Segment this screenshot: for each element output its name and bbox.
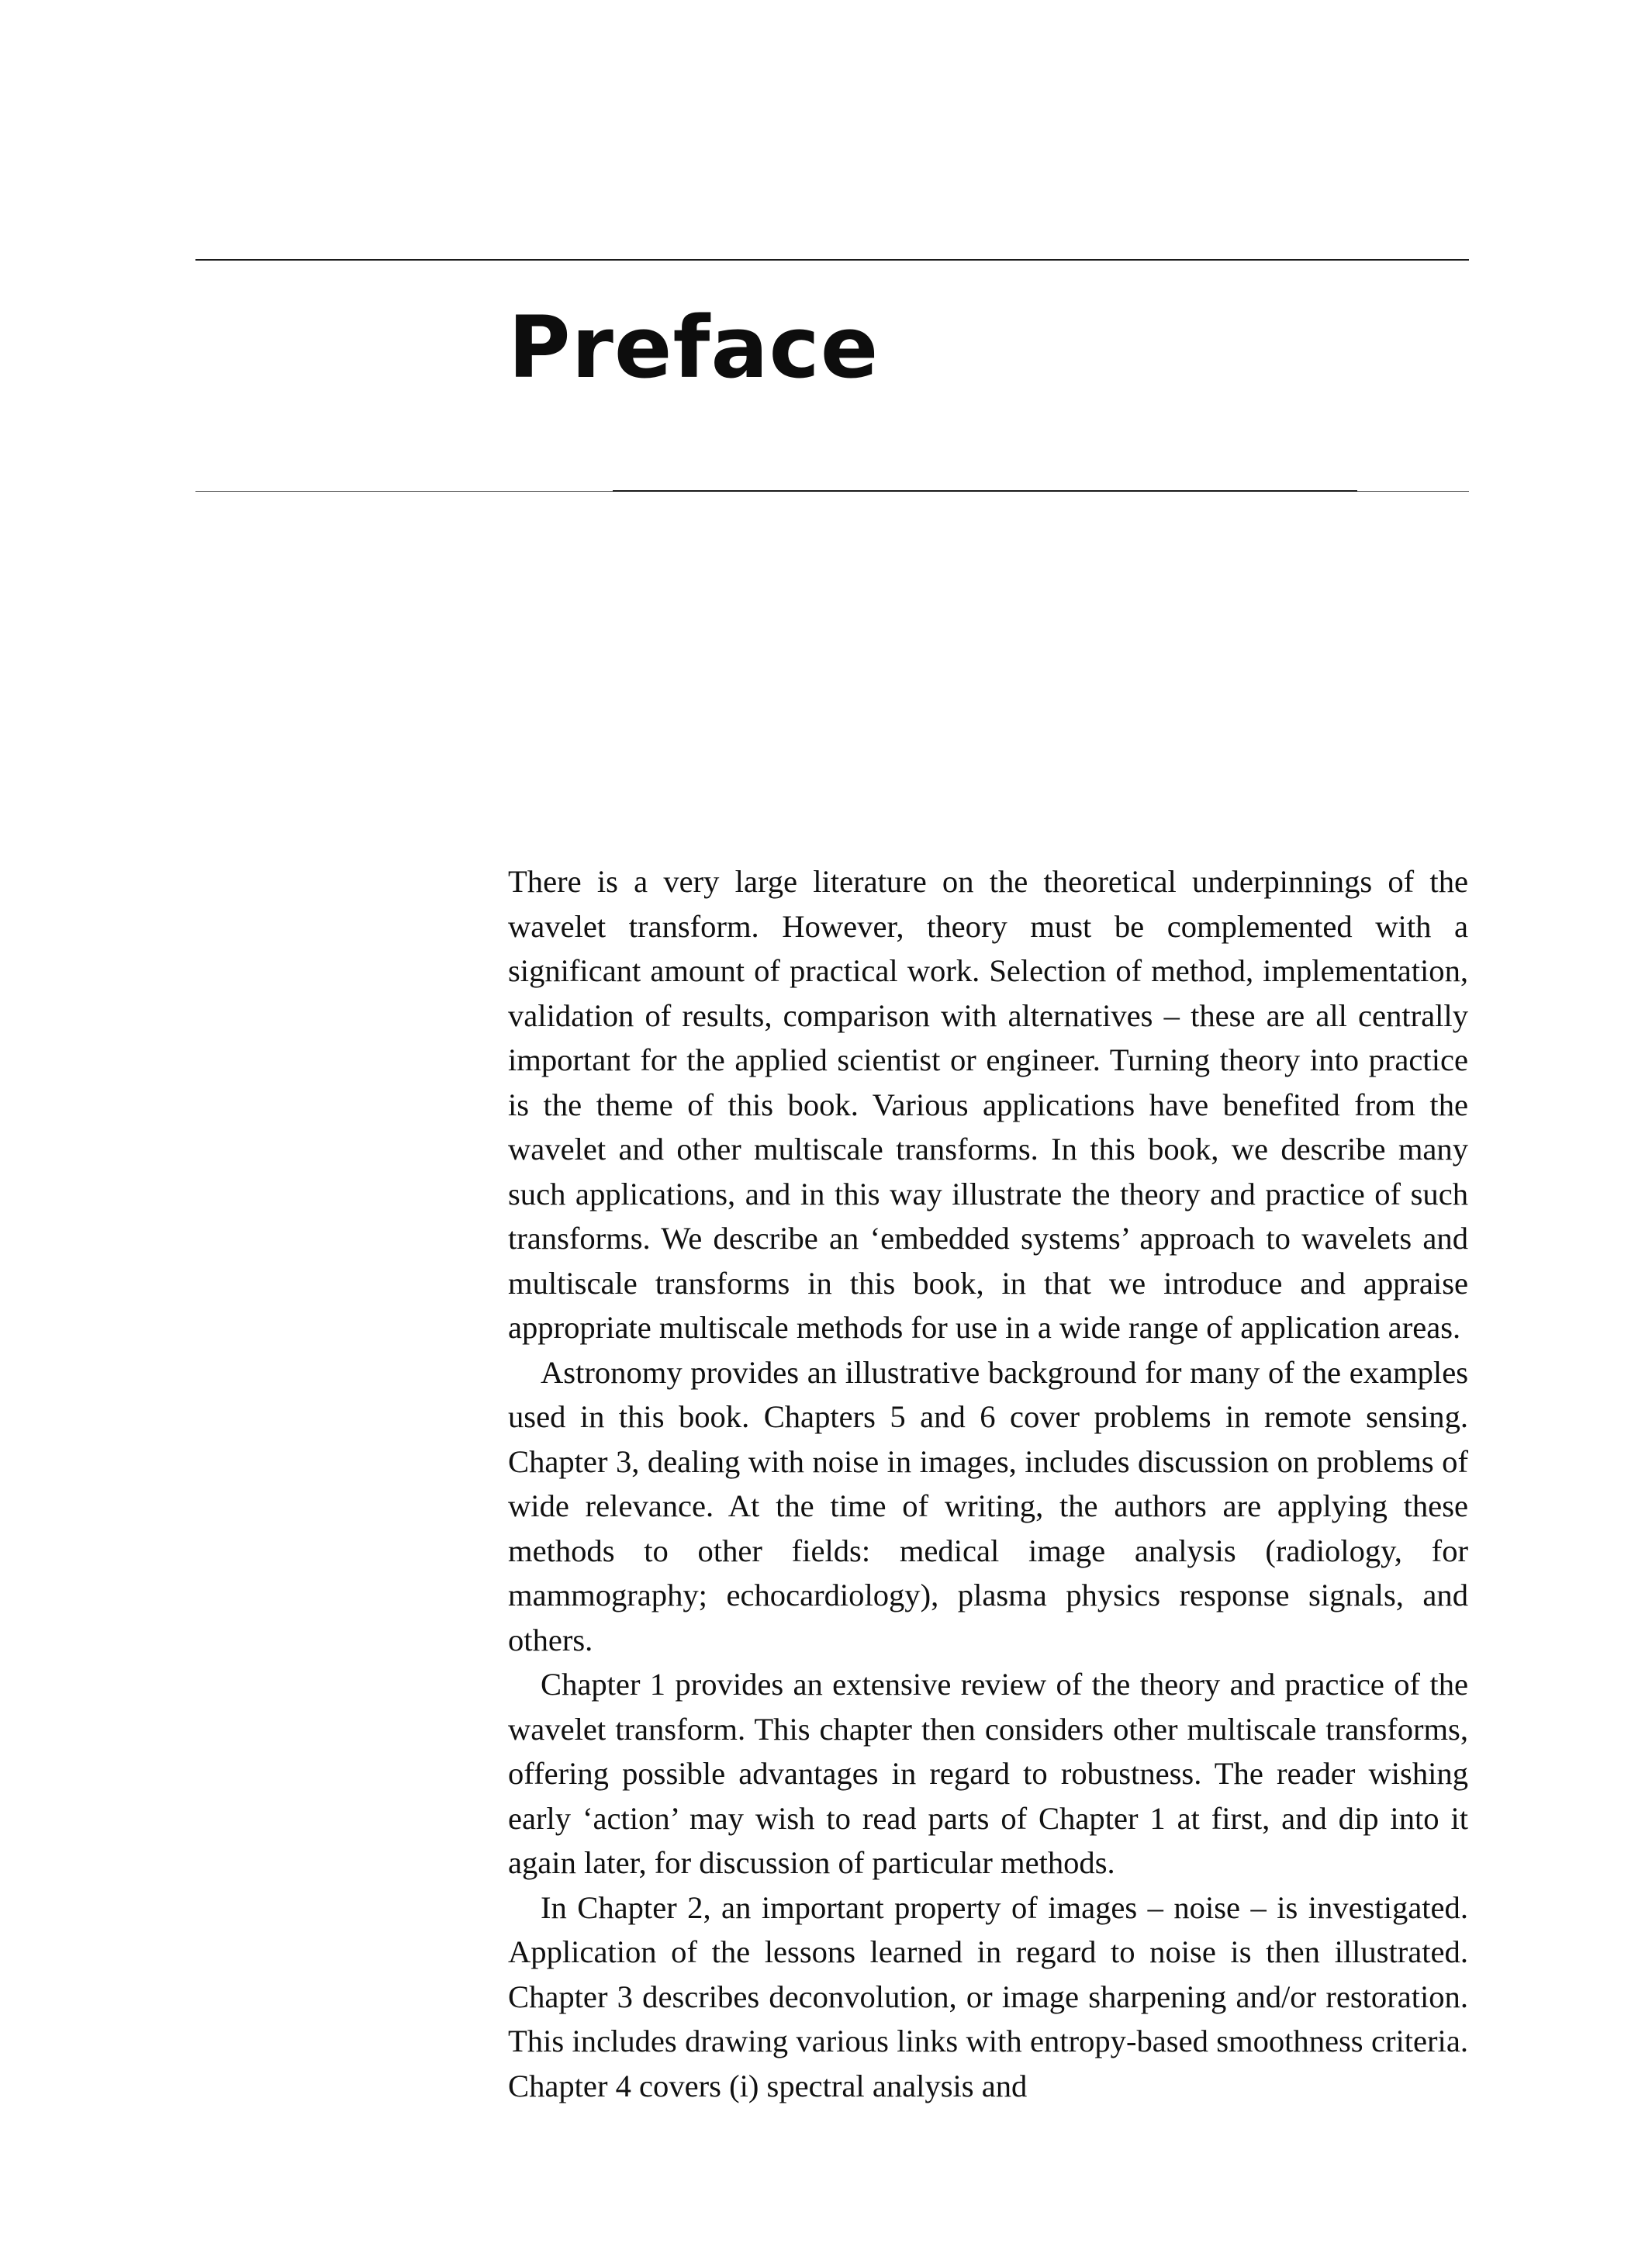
paragraph: Chapter 1 provides an extensive review of the theory and practice of the wavelet transform. This chapter then considers other multiscale transforms, offering possible advantages in regard to robustness. The reader wishing early ‘action’ may wish to read parts of Chapter 1 at first, and dip into it again later, for discussion of particular methods.	[508, 1667, 1468, 1880]
paragraph: In Chapter 2, an important property of images – noise – is investigated. Application of the lessons learned in regard to noise is then illustrated. Chapter 3 describes deconvolution, or image sharpening and/or restoration. This includes drawing various links with entropy-based smoothness criteria. Chapter 4 covers (i) spectral analysis and	[508, 1889, 1468, 2103]
preface-body	[508, 859, 1468, 2108]
paragraph: There is a very large literature on the theoretical underpinnings of the wavelet transform. However, theory must be complemented with a significant amount of practical work. Selection of method, implementation, validation of results, comparison with alternatives – these are all centrally important for the applied scientist or engineer. Turning theory into practice is the theme of this book. Various applications have benefited from the wavelet and other multiscale transforms. In this book, we describe many such applications, and in this way illustrate the theory and practice of such transforms. We describe an ‘embedded systems’ approach to wavelets and multiscale transforms in this book, in that we introduce and appraise appropriate multiscale methods for use in a wide range of application areas.	[508, 864, 1468, 1345]
page-title: Preface	[508, 298, 880, 397]
header-rule-bottom-accent	[613, 490, 1357, 492]
paragraph: Astronomy provides an illustrative background for many of the examples used in this book. Chapters 5 and 6 cover problems in remote sensing. Chapter 3, dealing with noise in images, includes discussion on problems of wide relevance. At the time of writing, the authors are applying these methods to other fields: medical image analysis (radiology, for mammography; echocardiology), plasma physics response signals, and others.	[508, 1354, 1468, 1657]
header-rule-top	[195, 259, 1469, 261]
